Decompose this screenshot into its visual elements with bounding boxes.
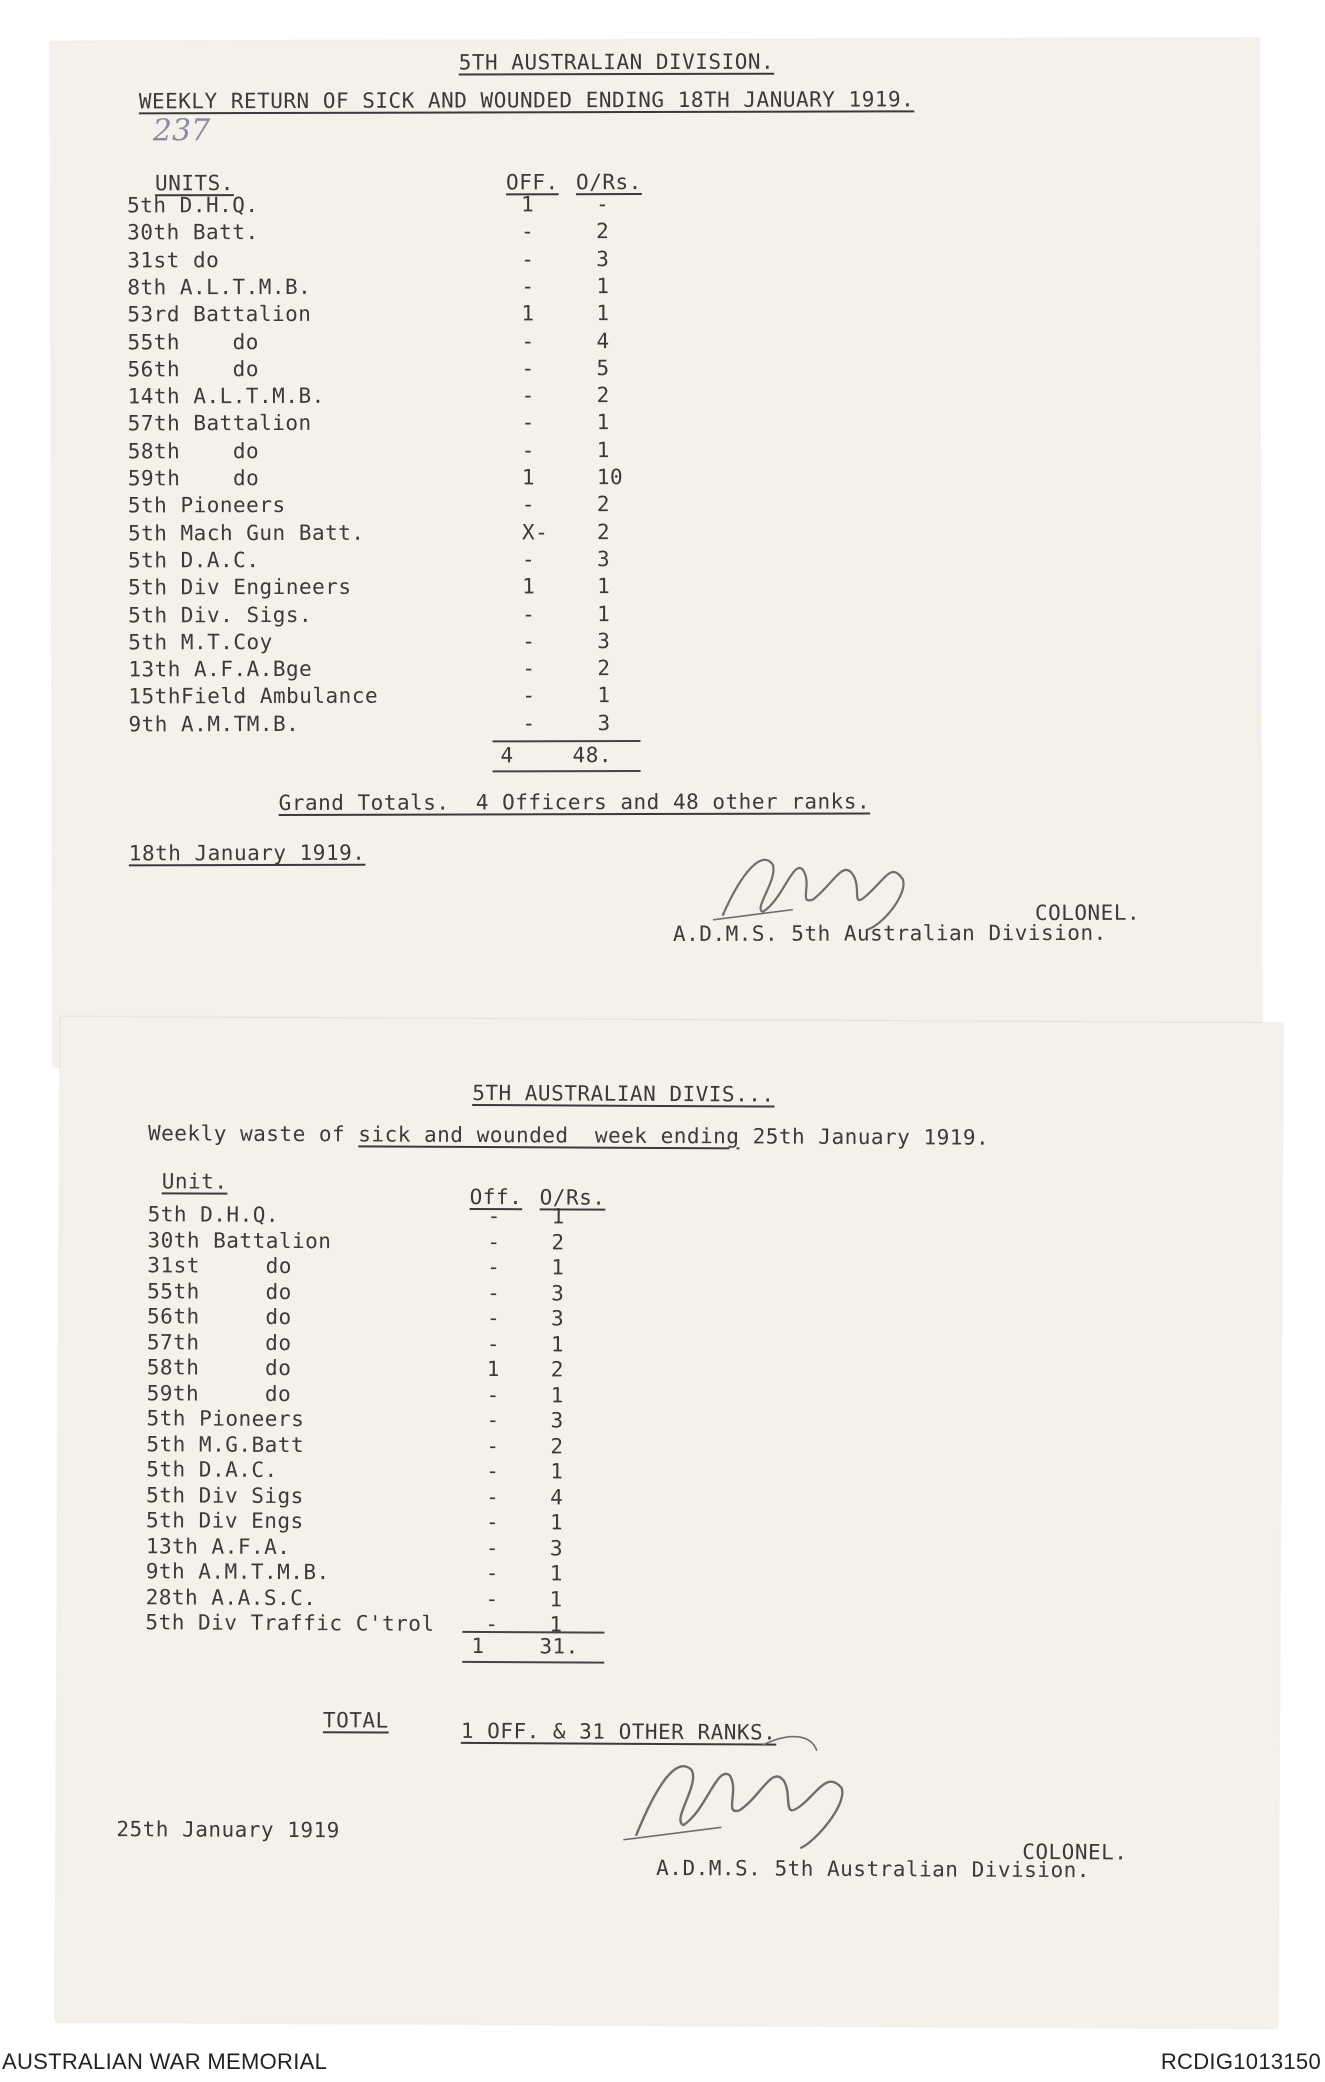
sheet1-signature-block: A.D.M.S. 5th Australian Division. xyxy=(672,920,1107,946)
officers-count: - xyxy=(521,328,535,353)
officers-count: - xyxy=(521,492,536,517)
other-ranks-count: 3 xyxy=(551,1280,565,1305)
sheet2-total-text: 1 OFF. & 31 OTHER RANKS. xyxy=(460,1718,777,1745)
officers-count: - xyxy=(522,601,536,626)
unit-name: 55th do xyxy=(147,1278,292,1304)
officers-count: X- xyxy=(521,519,549,544)
officers-count: - xyxy=(521,246,535,271)
officers-count: - xyxy=(486,1484,500,1509)
officers-count: - xyxy=(486,1382,500,1407)
sheet1-col-units: UNITS. xyxy=(155,171,234,196)
unit-name: 30th Batt. xyxy=(127,220,259,245)
sheet2-signature-block: A.D.M.S. 5th Australian Division. xyxy=(656,1855,1090,1883)
other-ranks-count: 3 xyxy=(597,628,611,653)
other-ranks-count: 2 xyxy=(597,656,611,681)
other-ranks-count: 3 xyxy=(596,547,611,572)
other-ranks-count: - xyxy=(596,192,610,217)
officers-count: - xyxy=(487,1204,501,1229)
officers-count: - xyxy=(486,1408,500,1433)
sheet2-total-off: 1 xyxy=(471,1633,485,1659)
officers-count: - xyxy=(522,629,536,654)
unit-name: 13th A.F.A.Bge xyxy=(128,656,313,682)
sheet2-subheading-underlined: sick and wounded week ending xyxy=(358,1122,740,1149)
unit-name: 8th A.L.T.M.B. xyxy=(127,274,312,300)
unit-name: 5th D.H.Q. xyxy=(147,1202,280,1227)
sheet1-col-off: OFF. xyxy=(505,170,559,195)
unit-name: 5th Div Engs xyxy=(145,1508,304,1534)
other-ranks-count: 3 xyxy=(551,1306,565,1331)
other-ranks-count: 1 xyxy=(551,1255,565,1280)
sheet2-rank: COLONEL. xyxy=(1022,1839,1128,1865)
other-ranks-count: 3 xyxy=(550,1408,564,1433)
sheet1-heading: 5TH AUSTRALIAN DIVISION. xyxy=(458,49,775,75)
sheet2-heading: 5TH AUSTRALIAN DIVIS... xyxy=(472,1080,775,1107)
other-ranks-count: 3 xyxy=(549,1535,564,1560)
sheet1-grand-totals: Grand Totals. 4 Officers and 48 other ranks. xyxy=(278,789,871,815)
unit-name: 5th Mach Gun Batt. xyxy=(127,520,365,545)
officers-count: - xyxy=(487,1280,501,1305)
other-ranks-count: 3 xyxy=(596,246,610,271)
officers-count: - xyxy=(485,1586,499,1611)
other-ranks-count: 2 xyxy=(551,1229,565,1254)
officers-count: - xyxy=(522,711,536,736)
unit-name: 53rd Battalion xyxy=(127,302,312,327)
sheet2-subheading xyxy=(148,1121,989,1150)
unit-name: 15thField Ambulance xyxy=(128,684,379,709)
other-ranks-count: 1 xyxy=(597,574,611,599)
other-ranks-count: 1 xyxy=(550,1459,564,1484)
footer-institution: AUSTRALIAN WAR MEMORIAL xyxy=(2,2049,328,2074)
officers-count: - xyxy=(486,1433,500,1458)
officers-count: - xyxy=(521,410,535,435)
officers-count: - xyxy=(486,1459,500,1484)
officers-count: - xyxy=(521,274,535,299)
sheet2-col-ors: O/Rs. xyxy=(539,1185,606,1210)
unit-name: 5th Div Traffic C'trol xyxy=(145,1610,435,1636)
other-ranks-count: 1 xyxy=(549,1586,563,1611)
other-ranks-count: 10 xyxy=(596,465,624,490)
other-ranks-count: 5 xyxy=(596,355,610,380)
other-ranks-count: 1 xyxy=(596,437,610,462)
unit-name: 5th D.A.C. xyxy=(127,547,260,573)
officers-count: 1 xyxy=(521,465,535,490)
unit-name: 58th do xyxy=(146,1355,292,1381)
sheet1-page-mark: 237 xyxy=(152,113,211,149)
sheet2-total-underline xyxy=(462,1661,604,1664)
return-sheet-25-january xyxy=(55,1017,1282,2028)
other-ranks-count: 1 xyxy=(596,301,610,326)
other-ranks-count: 1 xyxy=(549,1510,564,1535)
other-ranks-count: 1 xyxy=(550,1382,564,1407)
unit-name: 56th do xyxy=(147,1304,292,1330)
other-ranks-count: 1 xyxy=(597,683,611,708)
sheet1-total-underline xyxy=(493,770,641,772)
other-ranks-count: 2 xyxy=(596,383,610,408)
unit-name: 9th A.M.TM.B. xyxy=(128,711,300,737)
unit-name: 59th do xyxy=(127,466,260,491)
officers-count: 1 xyxy=(521,192,535,217)
unit-name: 5th Div Sigs xyxy=(146,1482,304,1508)
other-ranks-count: 4 xyxy=(596,328,610,353)
officers-count: - xyxy=(521,356,535,381)
unit-name: 31st do xyxy=(147,1253,292,1279)
other-ranks-count: 2 xyxy=(550,1433,564,1458)
footer-record-id: RCDIG1013150 xyxy=(1160,2049,1321,2074)
sheet2-col-off: Off. xyxy=(469,1184,523,1210)
unit-name: 5th D.H.Q. xyxy=(127,193,259,218)
unit-name: 56th do xyxy=(127,356,259,382)
unit-name: 5th Div Engineers xyxy=(128,574,352,600)
unit-name: 9th A.M.T.M.B. xyxy=(145,1559,330,1585)
other-ranks-count: 2 xyxy=(596,492,611,517)
officers-count: - xyxy=(521,383,535,408)
officers-count: - xyxy=(487,1306,501,1331)
sheet1-total-rule xyxy=(492,740,640,742)
sheet1-total-off: 4 xyxy=(500,743,514,768)
return-sheet-18-january xyxy=(51,38,1262,1066)
sheet2-subheading-pre: Weekly waste of xyxy=(147,1121,359,1147)
unit-name: 5th Pioneers xyxy=(127,493,286,518)
officers-count: - xyxy=(485,1612,499,1637)
sheet1-subheading-text: WEEKLY RETURN OF SICK AND WOUNDED ENDING 18TH JANUARY 1919. xyxy=(138,87,915,114)
officers-count: - xyxy=(485,1561,499,1586)
officers-count: - xyxy=(522,656,536,681)
sheet1-date: 18th January 1919. xyxy=(128,840,366,866)
other-ranks-count: 1 xyxy=(549,1561,563,1586)
other-ranks-count: 2 xyxy=(596,219,610,244)
other-ranks-count: 1 xyxy=(596,410,610,435)
sheet1-rank: COLONEL. xyxy=(1034,900,1141,926)
other-ranks-count: 1 xyxy=(550,1331,565,1356)
unit-name: 31st do xyxy=(127,247,220,272)
sheet1-total-ors: 48. xyxy=(572,743,612,768)
other-ranks-count: 1 xyxy=(551,1204,565,1229)
unit-name: 58th do xyxy=(127,438,260,464)
unit-name: 57th Battalion xyxy=(127,411,312,436)
other-ranks-count: 1 xyxy=(596,274,610,299)
officers-count: - xyxy=(521,438,535,463)
unit-name: 14th A.L.T.M.B. xyxy=(127,383,325,409)
officers-count: 1 xyxy=(522,574,536,599)
sheet2-total-ors: 31. xyxy=(539,1634,579,1659)
officers-count: - xyxy=(522,683,536,708)
other-ranks-count: 2 xyxy=(596,519,611,544)
other-ranks-count: 1 xyxy=(549,1612,563,1637)
officers-count: - xyxy=(487,1229,501,1254)
other-ranks-count: 3 xyxy=(597,710,611,735)
sheet1-subheading xyxy=(139,87,915,114)
unit-name: 28th A.A.S.C. xyxy=(145,1584,317,1610)
officers-count: - xyxy=(486,1331,501,1356)
sheet1-col-ors: O/Rs. xyxy=(575,170,642,195)
other-ranks-count: 2 xyxy=(550,1357,565,1382)
unit-name: 5th Pioneers xyxy=(146,1406,305,1432)
unit-name: 5th D.A.C. xyxy=(146,1457,278,1482)
unit-name: 13th A.F.A. xyxy=(145,1533,291,1559)
officers-count: - xyxy=(521,547,536,572)
unit-name: 57th do xyxy=(146,1329,292,1355)
officers-count: - xyxy=(485,1510,500,1535)
unit-name: 30th Battalion xyxy=(147,1227,332,1253)
officers-count: 1 xyxy=(521,301,535,326)
sheet2-date: 25th January 1919 xyxy=(116,1817,340,1843)
sheet2-subheading-post: 25th January 1919. xyxy=(739,1124,990,1150)
sheet2-total-label: TOTAL xyxy=(322,1708,389,1733)
other-ranks-count: 4 xyxy=(550,1484,564,1509)
officers-count: 1 xyxy=(486,1357,501,1382)
unit-name: 5th M.G.Batt xyxy=(146,1431,305,1457)
officers-count: - xyxy=(521,219,535,244)
unit-name: 59th do xyxy=(146,1380,292,1406)
sheet2-signature xyxy=(611,1725,872,1856)
officers-count: - xyxy=(487,1255,501,1280)
unit-name: 5th Div. Sigs. xyxy=(128,602,313,627)
other-ranks-count: 1 xyxy=(597,601,611,626)
unit-name: 5th M.T.Coy xyxy=(128,629,273,655)
unit-name: 55th do xyxy=(127,329,259,354)
officers-count: - xyxy=(485,1535,500,1560)
sheet2-col-units: Unit. xyxy=(161,1169,228,1194)
